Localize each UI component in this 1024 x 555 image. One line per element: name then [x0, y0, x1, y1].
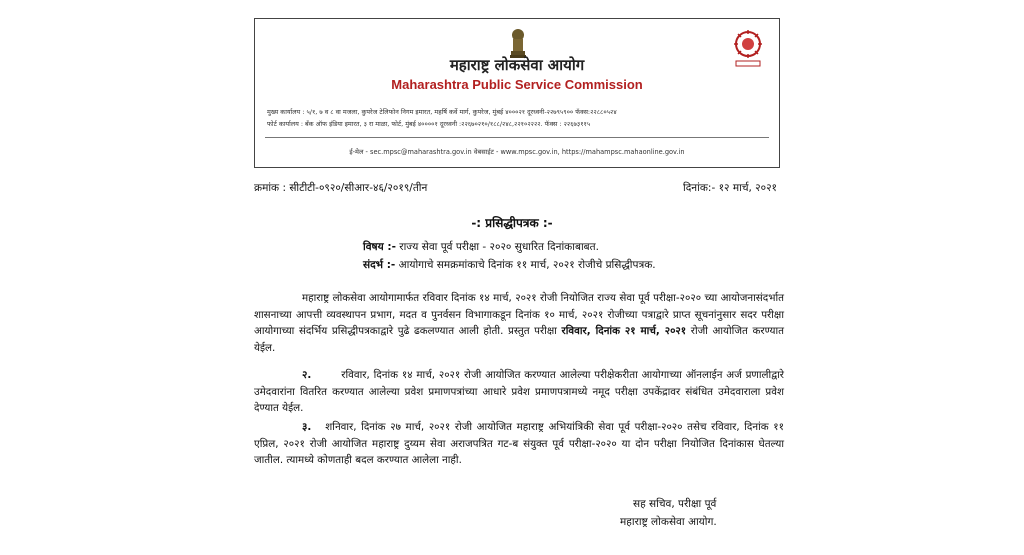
paragraph-1-text: महाराष्ट्र लोकसेवा आयोगामार्फत रविवार दिनांक १४ मार्च, २०२१ रोजी नियोजित राज्य सेवा पूर्व परीक्षा-२०२० च्या आयोजनासंदर्भात शासनाच्या आपत्ती व्यवस्थापन प्रभाग, मदत व पुनर्वसन विभागाकडून दिनांक १० मार्च, २०२१ रोजीच्या पत्राद्वारे प्राप्त सूचनांनुसार सदर परीक्षा आयोगाच्या संदर्भिय प्रसिद्धीपत्रकाद्वारे पुढे ढकलण्यात आली होती. प्रस्तुत परीक्षा	[254, 292, 784, 338]
commission-title-english: Maharashtra Public Service Commission	[391, 77, 643, 92]
reference-text: आयोगाचे समक्रमांकाचे दिनांक ११ मार्च, २०२१ रोजीचे प्रसिद्धीपत्रक.	[395, 259, 656, 271]
subject-line	[363, 240, 599, 254]
press-release-heading: -: प्रसिद्धीपत्रक :-	[471, 216, 553, 230]
paragraph-1	[254, 290, 784, 356]
reference-label: संदर्भ :-	[363, 259, 396, 271]
reference-line	[363, 258, 656, 272]
header-divider	[265, 137, 769, 138]
letterhead	[254, 18, 780, 168]
signatory-organization: महाराष्ट्र लोकसेवा आयोग.	[620, 516, 717, 528]
signatory-designation: सह सचिव, परीक्षा पूर्व	[633, 498, 717, 510]
commission-title-marathi: महाराष्ट्र लोकसेवा आयोग	[449, 56, 585, 74]
paragraph-3-number: ३.	[302, 421, 312, 433]
fort-office-address: फोर्ट कार्यालय : बँक ऑफ इंडिया इमारत, ३ रा माळा, फोर्ट, मुंबई ४००००१ दूरध्वनी :२२६७०२१०/१८८/२४८,२२१०२२२२. फॅक्स : २२६७३११५	[267, 120, 591, 128]
letter-date: दिनांक:- १२ मार्च, २०२१	[683, 182, 778, 194]
paragraph-3	[254, 419, 784, 469]
paragraph-1-tail: रोजी आयोजित करण्यात येईल.	[254, 325, 784, 354]
paragraph-2	[254, 367, 784, 417]
head-office-address: मुख्य कार्यालय : ५/१, ७ व ८ वा मजला, कुपरेज टेलिफोन निगम इमारत, महर्षि कर्वे मार्ग, कुपरेज, मुंबई ४०००२१ दूरध्वनी-२२७९५९०० फॅक्स:२२८८०५२४	[267, 108, 617, 116]
contact-line: ई-मेल - sec.mpsc@maharashtra.gov.in वेबसाईट - www.mpsc.gov.in, https://mahampsc.mahaonline.gov.in	[349, 148, 685, 156]
subject-text: राज्य सेवा पूर्व परीक्षा - २०२० सुधारित दिनांकाबाबत.	[395, 241, 599, 253]
reference-number: क्रमांक : सीटीटी-०९२०/सीआर-४६/२०१९/तीन	[254, 182, 428, 194]
paragraph-2-text: रविवार, दिनांक १४ मार्च, २०२१ रोजी आयोजित करण्यात आलेल्या परीक्षेकरीता आयोगाच्या ऑनलाईन अर्ज प्रणालीद्वारे उमेदवारांना वितरित करण्यात आलेल्या प्रवेश प्रमाणपत्रांच्या आधारे प्रवेश प्रमाणपत्रामध्ये नमूद परीक्षा उपकेंद्रावर संबंधित उमेदवाराला प्रवेश देण्यात येईल.	[254, 369, 784, 415]
subject-label: विषय :-	[363, 241, 396, 253]
paragraph-2-number: २.	[302, 369, 312, 381]
paragraph-3-text: शनिवार, दिनांक २७ मार्च, २०२१ रोजी आयोजित महाराष्ट्र अभियांत्रिकी सेवा पूर्व परीक्षा-२०२० तसेच रविवार, दिनांक ११ एप्रिल, २०२१ रोजी आयोजित महाराष्ट्र दुय्यम सेवा अराजपत्रित गट-ब संयुक्त पूर्व परीक्षा-२०२० या दोन परीक्षा नियोजित दिनांकास घेतल्या जातील. त्यामध्ये कोणताही बदल करण्यात आलेला नाही.	[254, 421, 784, 467]
paragraph-1-bold: रविवार, दिनांक २१ मार्च, २०२१	[561, 325, 687, 338]
